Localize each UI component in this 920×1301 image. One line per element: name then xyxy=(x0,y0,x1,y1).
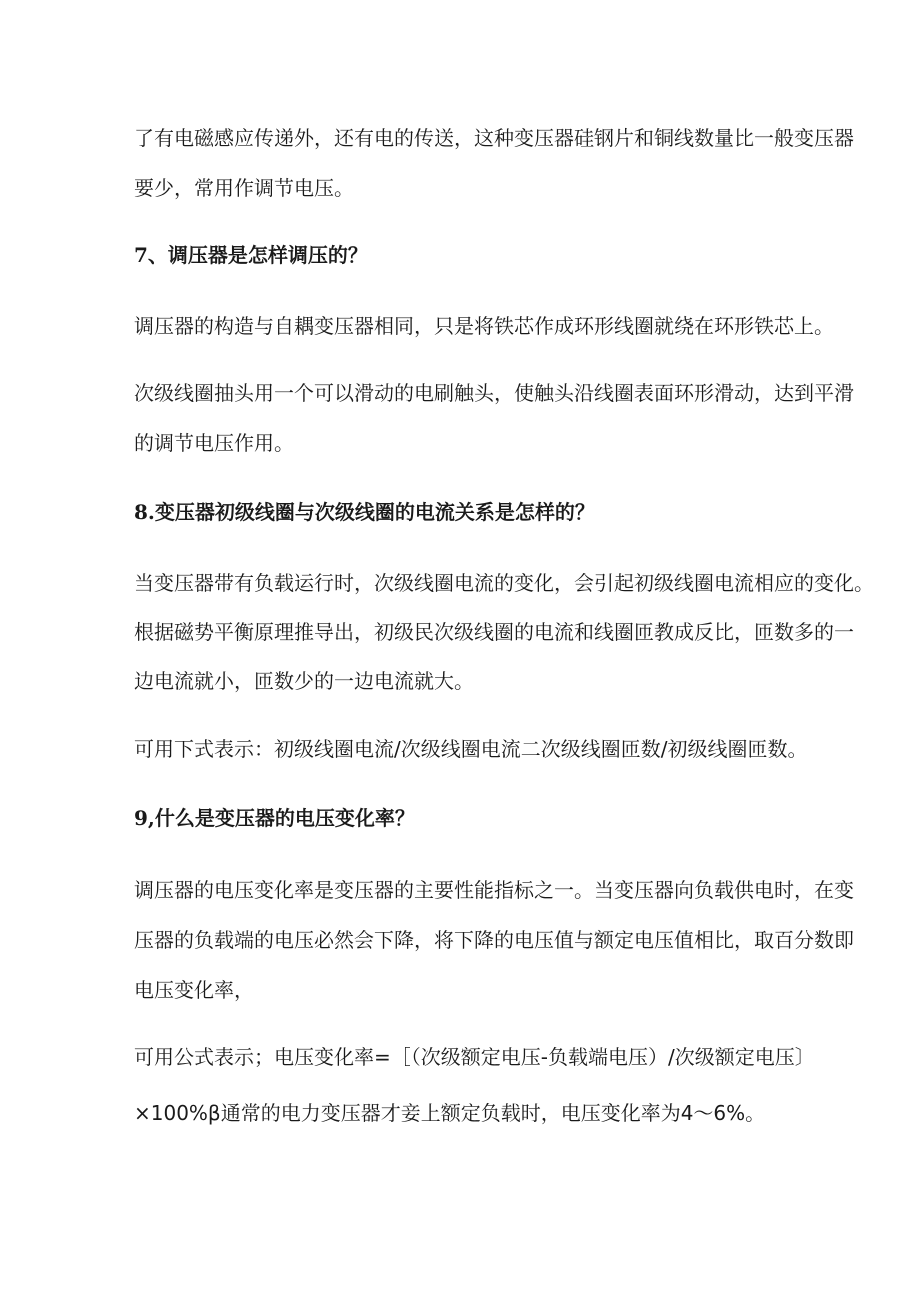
paragraph-line: 根据磁势平衡原理推导出，初级民次级线圈的电流和线圈匝教成反比，匝数多的一 xyxy=(134,620,854,644)
paragraph-line: 当变压器带有负载运行时，次级线圈电流的变化，会引起初级线圈电流相应的变化。 xyxy=(134,571,874,595)
paragraph-line: 调压器的构造与自耦变压器相同，只是将铁芯作成环形线圈就绕在环形铁芯上。 xyxy=(134,314,834,338)
paragraph-line: 调压器的电压变化率是变压器的主要性能指标之一。当变压器向负载供电时，在变 xyxy=(134,878,854,902)
section-heading-9: 9,什么是变压器的电压变化率？ xyxy=(134,806,415,830)
paragraph-line: 了有电磁感应传递外，还有电的传送，这种变压器硅钢片和铜线数量比一般变压器 xyxy=(134,126,854,150)
paragraph-line: 压器的负载端的电压必然会下降，将下降的电压值与额定电压值相比，取百分数即 xyxy=(134,928,854,952)
formula-line: 可用公式表示；电压变化率=［（次级额定电压-负载端电压）/次级额定电压〕 xyxy=(134,1045,815,1069)
paragraph-line: 电压变化率， xyxy=(134,978,254,1002)
paragraph-line: 边电流就小，匝数少的一边电流就大。 xyxy=(134,669,474,693)
section-heading-7: 7、调压器是怎样调压的？ xyxy=(134,243,368,267)
section-heading-8: 8.变压器初级线圈与次级线圈的电流关系是怎样的？ xyxy=(134,500,595,524)
paragraph-line: 要少，常用作调节电压。 xyxy=(134,176,354,200)
paragraph-line: 次级线圈抽头用一个可以滑动的电刷触头，使触头沿线圈表面环形滑动，达到平滑 xyxy=(134,381,854,405)
formula-line: ×100%β通常的电力变压器才妾上额定负载时，电压变化率为4～6%。 xyxy=(134,1101,766,1125)
paragraph-line: 的调节电压作用。 xyxy=(134,431,294,455)
paragraph-line: 可用下式表示：初级线圈电流/次级线圈电流二次级线圈匝数/初级线圈匝数。 xyxy=(134,737,808,761)
